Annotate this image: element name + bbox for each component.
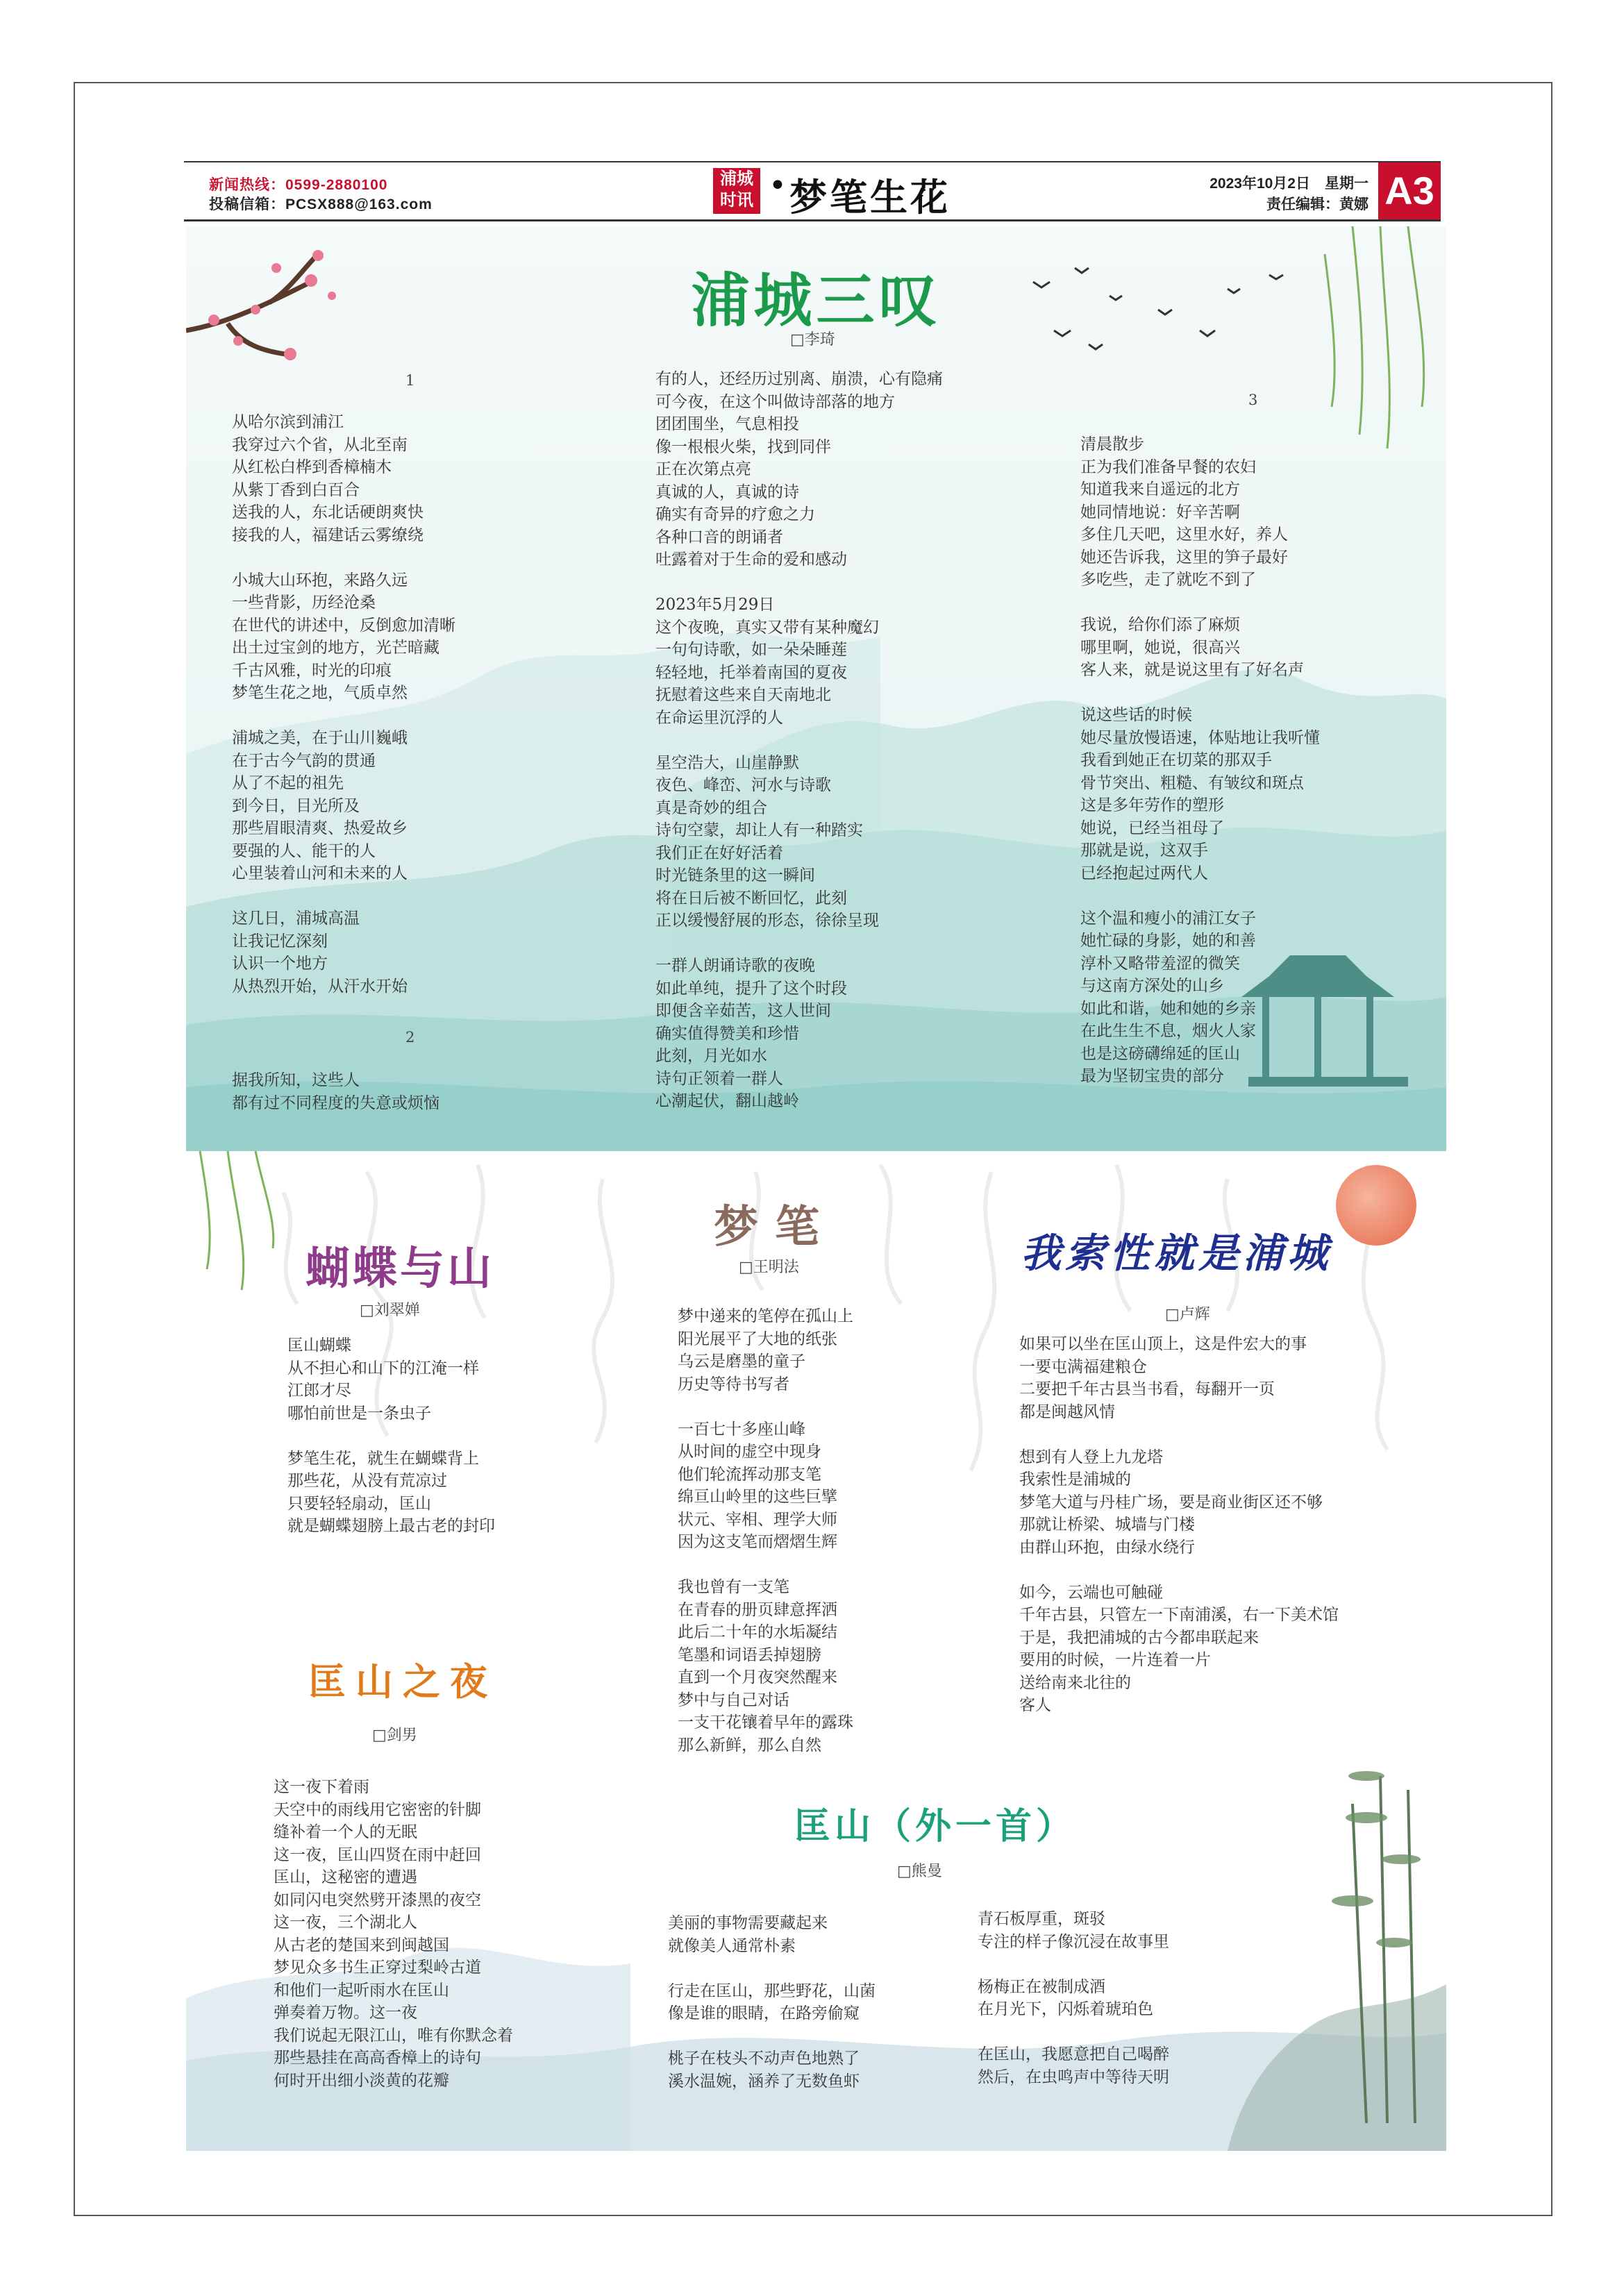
poem-line: 抚慰着这些来自天南地北 [655,686,831,704]
poem-line: 我们说起无限江山，唯有你默念着 [274,2026,513,2045]
poem-line: 从红松白桦到香樟楠木 [232,458,392,476]
poem-line: 与这南方深处的山乡 [1080,977,1224,995]
night-poem-title: 匡山之夜 [308,1660,497,1704]
poem-line: 在命运里沉浮的人 [655,708,783,727]
poem-line: 一群人朗诵诗歌的夜晚 [655,957,815,975]
poem-line: 真是奇妙的组合 [655,798,767,817]
pucheng-poem-author: □卢辉 [1165,1306,1210,1323]
poem-line: 那就让桥梁、城墙与门楼 [1019,1516,1195,1534]
stanza-number-1: 1 [405,372,415,389]
poem-line: 何时开出细小淡黄的花瓣 [274,2071,449,2090]
stanza [287,1334,579,1425]
poem-line: 青石板厚重，斑驳 [978,1910,1105,1928]
red-sun [1336,1165,1416,1246]
stanza [978,1908,1283,1953]
poem-line: 哪里啊，她说，很高兴 [1080,638,1240,657]
kuangshan-poem-column-1 [668,1912,973,2093]
poem-line: 星空浩大，山崖静默 [655,753,799,772]
poem-line: 可今夜，在这个叫做诗部落的地方 [655,392,895,411]
section-title: 梦笔生花 [789,176,951,219]
poem-line: 在青春的册页肆意挥洒 [678,1600,837,1619]
poem-line: 哪怕前世是一条虫子 [287,1404,431,1423]
poem-line: 江郎才尽 [287,1382,351,1400]
poem-line: 一支干花镶着早年的露珠 [678,1713,853,1732]
poem-line: 千年古县，只管左一下南浦溪，右一下美术馆 [1019,1606,1339,1624]
poem-line: 如此和谐，她和她的乡亲 [1080,999,1256,1018]
poem-line: 她还告诉我，这里的笋子最好 [1080,548,1288,567]
poem-line: 时光链条里的这一瞬间 [655,866,815,885]
poem-line: 从不担心和山下的江淹一样 [287,1359,479,1377]
stanza [655,368,1086,571]
poem-line: 笔墨和词语丢掉翅膀 [678,1645,821,1664]
poem-line: 送我的人，东北话硬朗爽快 [232,503,424,521]
poem-line: 出土过宝剑的地方，光芒暗藏 [232,639,440,657]
main-poem-panel [186,226,1446,1151]
poem-line: 梦笔生花，就生在蝴蝶背上 [287,1449,479,1468]
poem-line: 匡山蝴蝶 [287,1336,351,1355]
kuangshan-poem-title: 匡山（外一首） [794,1806,1077,1847]
poem-line: 历史等待书写者 [678,1375,789,1393]
poem-line: 诗句空蒙，却让人有一种踏实 [655,821,863,839]
page-number: A3 [1378,162,1441,219]
poem-line: 和他们一起听雨水在匡山 [274,1981,449,2000]
masthead [184,161,1441,221]
poem-line: 从紫丁香到白百合 [232,480,360,499]
poem-line: 诗句正领着一群人 [655,1069,783,1088]
poem-line: 此后二十年的水垢凝结 [678,1623,837,1641]
poem-line: 将在日后被不断回忆，此刻 [655,889,847,907]
pucheng-poem-body [1019,1333,1436,1717]
stanza [232,907,621,998]
poem-line: 梦中递来的笔停在孤山上 [678,1307,853,1325]
poem-line: 缝补着一个人的无眠 [274,1823,417,1841]
poem-line: 此刻，月光如水 [655,1047,767,1065]
poem-line: 想到有人登上九龙塔 [1019,1448,1163,1466]
poem-line: 我说，给你们添了麻烦 [1080,616,1240,634]
poem-line: 像一根根火柴，找到同伴 [655,437,831,456]
poem-line: 浦城之美，在于山川巍峨 [232,729,408,747]
poem-line: 就是蝴蝶翅膀上最古老的封印 [287,1517,495,1535]
stanza [678,1305,969,1396]
mengbi-poem-body [678,1305,969,1757]
poem-line: 已经抱起过两代人 [1080,864,1208,882]
poem-line: 她说，已经当祖母了 [1080,819,1224,837]
poem-line: 像是谁的眼睛，在路旁偷窥 [668,2004,860,2022]
news-hotline: 新闻热线：0599-2880100 [209,177,388,193]
poem-line: 据我所知，这些人 [232,1071,360,1089]
stanza [1019,1333,1436,1423]
poem-line: 天空中的雨线用它密密的针脚 [274,1800,481,1819]
stanza [1019,1582,1436,1717]
night-poem-body [274,1776,635,2092]
poem-line: 如同闪电突然劈开漆黑的夜空 [274,1891,481,1909]
poem-line: 一句句诗歌，如一朵朵睡莲 [655,641,847,659]
poem-line: 如今，云端也可触碰 [1019,1583,1163,1602]
poem-line: 桃子在枝头不动声色地熟了 [668,2050,860,2068]
stanza [668,1980,973,2025]
main-poem-author: □李琦 [790,331,835,349]
poem-line: 这一夜，三个湖北人 [274,1913,417,1932]
poem-line: 只要轻轻扇动，匡山 [287,1494,431,1513]
poem-line: 绵亘山岭里的这些巨擘 [678,1488,837,1506]
stanza [232,1069,621,1114]
stanza [1080,704,1441,885]
poem-line: 那些花，从没有荒凉过 [287,1472,447,1490]
poem-line: 正以缓慢舒展的形态，徐徐呈现 [655,912,879,930]
poem-line: 在匡山，我愿意把自己喝醉 [978,2045,1169,2063]
poem-line: 她尽量放慢语速，体贴地让我听懂 [1080,728,1320,747]
stanza [655,752,1086,932]
poem-line: 一百七十多座山峰 [678,1420,805,1439]
poem-line: 匡山，这秘密的遭遇 [274,1868,417,1886]
poem-line: 轻轻地，托举着南国的夏夜 [655,663,847,682]
poem-line: 从古老的楚国来到闽越国 [274,1936,449,1954]
poem-line: 如此单纯，提升了这个时段 [655,979,847,998]
mengbi-poem-author: □王明法 [739,1259,799,1276]
main-poem-column-3 [1080,433,1441,1088]
poem-line: 然后，在虫鸣声中等待天明 [978,2068,1169,2086]
poem-line: 梦中与自己对话 [678,1691,789,1709]
main-poem-column-1-part-2 [232,1069,621,1114]
stanza-number-3: 3 [1248,392,1258,408]
poem-line: 正为我们准备早餐的农妇 [1080,458,1256,476]
separator-dot: • [769,168,787,203]
butterfly-poem-title: 蝴蝶与山 [305,1243,494,1295]
stanza [232,727,621,885]
mengbi-poem-title: 梦笔 [714,1202,836,1253]
responsible-editor: 责任编辑：黄娜 [1266,196,1368,212]
poem-line: 他们轮流挥动那支笔 [678,1465,821,1484]
poem-line: 淳朴又略带羞涩的微笑 [1080,954,1240,973]
main-poem-column-1 [232,411,621,998]
poem-line: 梦笔生花之地，气质卓然 [232,684,408,702]
poem-line: 专注的样子像沉浸在故事里 [978,1932,1169,1951]
newspaper-logo [713,168,760,214]
poem-line: 因为这支笔而熠熠生辉 [678,1533,837,1551]
poem-line: 于是，我把浦城的古今都串联起来 [1019,1628,1259,1647]
logo-top: 浦城 [720,169,753,188]
poem-line: 行走在匡山，那些野花，山菌 [668,1981,876,2000]
poem-line: 都是闽越风情 [1019,1402,1115,1421]
poem-line: 说这些话的时候 [1080,706,1192,724]
poem-line: 我看到她正在切菜的那双手 [1080,751,1272,769]
kuangshan-poem-column-2 [978,1908,1283,2088]
poem-line: 她同情地说：好辛苦啊 [1080,503,1240,521]
stanza [668,1912,973,1957]
issue-date: 2023年10月2日 星期一 [1209,176,1368,192]
butterfly-poem-body [287,1334,579,1538]
poem-line: 由群山环抱，由绿水绕行 [1019,1538,1195,1557]
poem-line: 从热烈开始，从汗水开始 [232,977,408,996]
poem-line: 这个温和瘦小的浦江女子 [1080,909,1256,928]
stanza [655,594,1086,729]
poem-line: 这几日，浦城高温 [232,910,360,928]
poem-line: 小城大山环抱，来路久远 [232,571,408,589]
poem-line: 有的人，还经历过别离、崩溃，心有隐痛 [655,370,943,388]
poem-line: 确实有奇异的疗愈之力 [655,505,815,523]
poem-line: 心潮起伏，翻山越岭 [655,1092,799,1110]
poem-line: 直到一个月夜突然醒来 [678,1668,837,1686]
poem-line: 乌云是磨墨的童子 [678,1352,805,1371]
poem-line: 弹奏着万物。这一夜 [274,2004,417,2022]
logo-bottom: 时讯 [720,190,753,210]
poem-line: 各种口音的朗诵者 [655,528,783,546]
poem-line: 一些背影，历经沧桑 [232,594,376,612]
stanza [668,2047,973,2093]
poem-line: 多吃些，走了就吃不到了 [1080,571,1256,589]
butterfly-poem-author: □刘翠婵 [360,1302,420,1319]
poem-line: 二要把千年古县当书看，每翻开一页 [1019,1380,1275,1398]
stanza [655,955,1086,1113]
poem-line: 到今日，目光所及 [232,796,360,815]
stanza [1080,433,1441,592]
poem-line: 吐露着对于生命的爱和感动 [655,551,847,569]
poem-line: 如果可以坐在匡山顶上，这是件宏大的事 [1019,1335,1307,1353]
poem-line: 清晨散步 [1080,435,1144,453]
stanza [274,1776,635,2092]
poem-line: 杨梅正在被制成酒 [978,1977,1105,1996]
pucheng-poem-title: 我索性就是浦城 [1021,1230,1332,1277]
poem-line: 一要屯满福建粮仓 [1019,1357,1147,1376]
poem-line: 从时间的虚空中现身 [678,1443,821,1461]
poem-line: 溪水温婉，涵养了无数鱼虾 [668,2072,860,2090]
poem-line: 这一夜，匡山四贤在雨中赶回 [274,1845,481,1864]
poem-line: 她忙碌的身影，她的和善 [1080,932,1256,950]
poem-line: 最为坚韧宝贵的部分 [1080,1067,1224,1085]
main-poem-title: 浦城三叹 [691,267,941,335]
poem-line: 让我记忆深刻 [232,932,328,950]
poem-line: 阳光展平了大地的纸张 [678,1330,837,1348]
poem-line: 状元、宰相、理学大师 [678,1510,837,1529]
poem-line: 我们正在好好活着 [655,844,783,862]
stanza-number-2: 2 [405,1029,415,1046]
poem-line: 送给南来北往的 [1019,1673,1131,1692]
stanza [1080,614,1441,682]
poem-line: 在世代的讲述中，反倒愈加清晰 [232,616,455,635]
stanza [678,1576,969,1757]
stanza [978,2043,1283,2088]
poem-line: 在月光下，闪烁着琥珀色 [978,2000,1153,2018]
lower-poems-area [186,1151,1446,2151]
poem-line: 正在次第点亮 [655,460,751,478]
stanza [232,569,621,705]
stanza [678,1418,969,1554]
poem-line: 那些眉眼清爽、热爱故乡 [232,819,408,837]
poem-line: 心里装着山河和未来的人 [232,864,408,882]
submission-email: 投稿信箱：PCSX888@163.com [209,196,433,212]
main-poem-column-2 [655,368,1086,1113]
poem-line: 梦笔大道与丹桂广场，要是商业街区还不够 [1019,1493,1323,1511]
poem-line: 夜色、峰峦、河水与诗歌 [655,776,831,794]
stanza [287,1448,579,1538]
poem-line: 要强的人、能干的人 [232,841,376,860]
poem-line: 骨节突出、粗糙、有皱纹和斑点 [1080,773,1304,792]
poem-line: 这个夜晚，真实又带有某种魔幻 [655,618,879,637]
poem-line: 我也曾有一支笔 [678,1578,789,1596]
poem-line: 都有过不同程度的失意或烦恼 [232,1093,440,1112]
night-poem-author: □剑男 [372,1727,417,1744]
poem-line: 即便含辛茹苦，这人世间 [655,1002,831,1020]
poem-line: 那就是说，这双手 [1080,841,1208,860]
kuangshan-poem-author: □熊曼 [897,1863,942,1880]
poem-line: 在于古今气韵的贯通 [232,751,376,770]
poem-line: 梦见众多书生正穿过梨岭古道 [274,1959,481,1977]
poem-line: 确实值得赞美和珍惜 [655,1024,799,1043]
stanza [232,411,621,546]
poem-line: 真诚的人，真诚的诗 [655,483,799,501]
poem-line: 我穿过六个省，从北至南 [232,435,408,454]
poem-line: 那些悬挂在高高香樟上的诗句 [274,2049,481,2067]
poem-line: 也是这磅礴绵延的匡山 [1080,1044,1240,1063]
poem-line: 在此生生不息，烟火人家 [1080,1022,1256,1040]
poem-line: 从了不起的祖先 [232,774,344,792]
poem-line: 多住几天吧，这里水好，养人 [1080,526,1288,544]
stanza [978,1976,1283,2021]
poem-line: 接我的人，福建话云雾缭绕 [232,526,424,544]
poem-line: 就像美人通常朴素 [668,1936,796,1955]
poem-line: 要用的时候，一片连着一片 [1019,1651,1211,1669]
stanza [1019,1446,1436,1559]
poem-line: 2023年5月29日 [655,596,775,614]
poem-line: 我索性是浦城的 [1019,1470,1131,1489]
poem-line: 这一夜下着雨 [274,1778,369,1796]
poem-line: 客人来，就是说这里有了好名声 [1080,661,1304,679]
poem-line: 千古风雅，时光的印痕 [232,661,392,680]
poem-line: 那么新鲜，那么自然 [678,1736,821,1754]
poem-line: 知道我来自遥远的北方 [1080,480,1240,498]
poem-line: 从哈尔滨到浦江 [232,413,344,431]
poem-line: 客人 [1019,1696,1051,1714]
stanza [1080,907,1441,1088]
poem-line: 认识一个地方 [232,955,328,973]
poem-line: 这是多年劳作的塑形 [1080,796,1224,814]
poem-line: 美丽的事物需要藏起来 [668,1914,828,1932]
poem-line: 团团围坐，气息相投 [655,415,799,433]
